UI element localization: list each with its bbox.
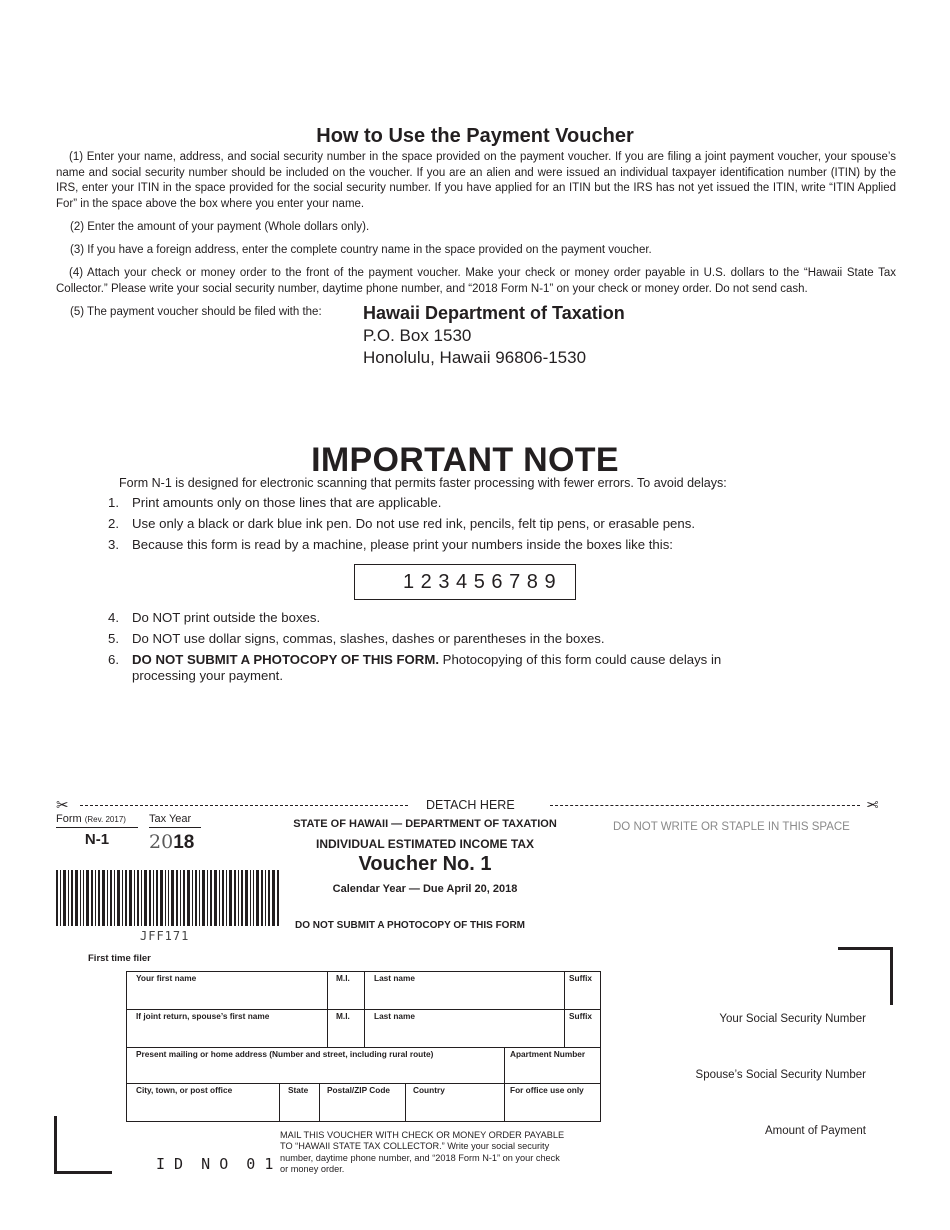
note-text: Do NOT print outside the boxes.	[132, 610, 321, 625]
instruction-item-4: (4) Attach your check or money order to the front of the payment voucher. Make your check or money order payable in U.S. dollars to the “Hawaii State Tax Collector.” Please write your social security number, daytime phone number, and “2018 Form N-1” on your check or money order. Do not send cash.	[56, 267, 896, 295]
instruction-item-1: (1) Enter your name, address, and social security number in the space provided on the payment voucher. If you are filing a joint payment voucher, your spouse’s name and social security number should be included on the voucher. If you are an alien and were issued an individual taxpayer identification number (ITIN) by the IRS, enter your ITIN in the space provided for the social security number. If you have applied for an ITIN but the IRS has not yet issued the ITIN, write “ITIN Applied For” in the space above the box where you enter your name.	[56, 151, 896, 210]
spouse-first-name-field[interactable]	[126, 1009, 327, 1047]
note-number: 1.	[108, 495, 119, 510]
city-label: City, town, or post office	[136, 1085, 233, 1095]
suffix-label: Suffix	[569, 973, 593, 983]
form-revision: (Rev. 2017)	[84, 815, 126, 824]
note-text: Because this form is read by a machine, please print your numbers inside the boxes like this:	[132, 537, 673, 552]
first-time-filer-label: First time filer	[88, 953, 151, 964]
office-use-field	[504, 1083, 601, 1122]
zip-code-field[interactable]	[319, 1083, 405, 1122]
city-field[interactable]	[126, 1083, 279, 1122]
your-ssn-label: Your Social Security Number	[719, 1013, 866, 1025]
spouse-middle-initial-label: M.I.	[336, 1011, 350, 1021]
tax-name: INDIVIDUAL ESTIMATED INCOME TAX	[315, 837, 534, 851]
barcode	[56, 870, 280, 926]
state-label: State	[288, 1085, 309, 1095]
no-photocopy-warning: DO NOT SUBMIT A PHOTOCOPY OF THIS FORM	[295, 920, 526, 931]
tax-year	[149, 831, 194, 854]
country-field[interactable]	[405, 1083, 504, 1122]
spouse-suffix-label: Suffix	[569, 1011, 593, 1021]
instruction-item-5: (5) The payment voucher should be filed with the:	[70, 306, 322, 318]
spouse-suffix-field[interactable]	[564, 1009, 601, 1047]
middle-initial-label: M.I.	[336, 973, 350, 983]
mailing-instructions: MAIL THIS VOUCHER WITH CHECK OR MONEY ORDER PAYABLE TO “HAWAII STATE TAX COLLECTOR.” Write your social security number, daytime phone number, and “2018 Form N-1” on your check or money order.	[280, 1130, 565, 1174]
note-number: 6.	[108, 652, 119, 667]
last-name-field[interactable]	[364, 971, 564, 1009]
tax-year-prefix: 20	[149, 831, 174, 853]
form-label-rule	[56, 827, 138, 828]
note-number: 3.	[108, 537, 119, 552]
note-number: 2.	[108, 516, 119, 531]
important-note-intro: Form N-1 is designed for electronic scanning that permits faster processing with fewer errors. To avoid delays:	[119, 476, 727, 490]
important-note-title: IMPORTANT NOTE	[311, 441, 619, 479]
voucher-title: Voucher No. 1	[358, 853, 492, 875]
barcode-text: JFF171	[140, 929, 190, 943]
note-number: 4.	[108, 610, 119, 625]
state-field[interactable]	[279, 1083, 319, 1122]
country-label: Country	[413, 1085, 445, 1095]
note-text-line2: processing your payment.	[132, 668, 283, 683]
tax-year-rule	[149, 827, 201, 828]
note-text	[132, 651, 721, 668]
sample-digits: 1 2 3 4 5 6 7 8 9	[403, 571, 557, 593]
mailing-address-label: Present mailing or home address (Number and street, including rural route)	[136, 1049, 434, 1059]
mailing-address-field[interactable]	[126, 1047, 504, 1083]
spouse-last-name-label: Last name	[374, 1011, 416, 1021]
first-name-field[interactable]	[126, 971, 327, 1009]
detach-dashed-line-left	[80, 805, 408, 806]
name-address-form	[126, 971, 601, 1122]
note-number: 5.	[108, 631, 119, 646]
registration-mark-bottom-left	[54, 1116, 112, 1174]
apartment-number-field[interactable]	[504, 1047, 601, 1083]
suffix-field[interactable]	[564, 971, 601, 1009]
instruction-item-3: (3) If you have a foreign address, enter the complete country name in the space provided on the payment voucher.	[70, 244, 652, 256]
spouse-ssn-label: Spouse’s Social Security Number	[695, 1069, 866, 1081]
spouse-first-name-label: If joint return, spouse’s first name	[136, 1011, 270, 1021]
spouse-last-name-field[interactable]	[364, 1009, 564, 1047]
scissors-icon: ✂	[56, 797, 69, 814]
agency-name: STATE OF HAWAII — DEPARTMENT OF TAXATION	[293, 818, 557, 830]
note-text: Print amounts only on those lines that are applicable.	[132, 495, 442, 510]
amount-of-payment-label: Amount of Payment	[765, 1125, 866, 1137]
note-bold-text: DO NOT SUBMIT A PHOTOCOPY OF THIS FORM.	[132, 652, 439, 667]
apartment-number-label: Apartment Number	[510, 1049, 586, 1059]
scissors-icon: ✂	[866, 797, 879, 814]
tax-dept-name: Hawaii Department of Taxation	[363, 303, 625, 323]
tax-year-suffix: 18	[173, 832, 195, 853]
last-name-label: Last name	[374, 973, 416, 983]
office-use-label: For office use only	[510, 1085, 584, 1095]
tax-year-label: Tax Year	[149, 813, 192, 825]
detach-label: DETACH HERE	[426, 798, 515, 812]
id-code: I D N O 0 1	[156, 1155, 274, 1173]
instruction-item-2: (2) Enter the amount of your payment (Whole dollars only).	[70, 221, 370, 233]
detach-dashed-line-right	[550, 805, 860, 806]
form-number: N-1	[84, 831, 110, 848]
note-text: Use only a black or dark blue ink pen. Do not use red ink, pencils, felt tip pens, or erasable pens.	[132, 516, 695, 531]
tax-dept-address-line1: P.O. Box 1530	[363, 326, 472, 345]
note-text-continued: Photocopying of this form could cause delays in	[438, 652, 722, 667]
note-text: Do NOT use dollar signs, commas, slashes, dashes or parentheses in the boxes.	[132, 631, 605, 646]
first-name-label: Your first name	[136, 973, 197, 983]
zip-code-label: Postal/ZIP Code	[327, 1085, 391, 1095]
middle-initial-field[interactable]	[327, 971, 364, 1009]
do-not-write-notice: DO NOT WRITE OR STAPLE IN THIS SPACE	[613, 821, 850, 833]
calendar-due-date: Calendar Year — Due April 20, 2018	[332, 883, 518, 895]
instructions-title: How to Use the Payment Voucher	[316, 125, 634, 147]
registration-mark-top-right	[838, 947, 893, 1005]
tax-dept-address-line2: Honolulu, Hawaii 96806-1530	[363, 348, 587, 367]
sample-digits-box	[354, 564, 576, 600]
spouse-middle-initial-field[interactable]	[327, 1009, 364, 1047]
form-label: Form (Rev. 2017)	[56, 813, 126, 825]
